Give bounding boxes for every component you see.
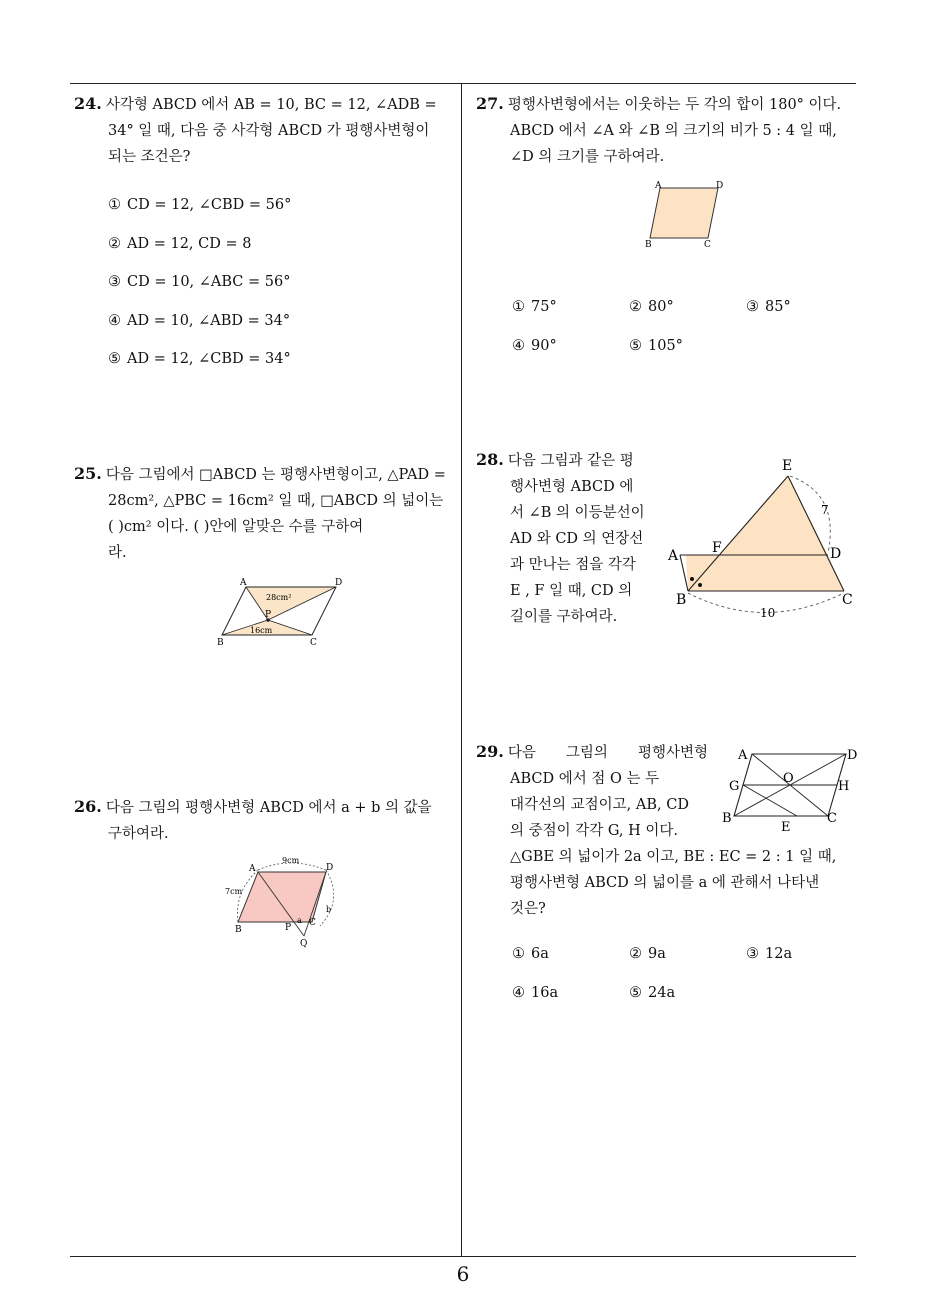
q27-line-2: ABCD 에서 ∠A 와 ∠B 의 크기의 비가 5 : 4 일 때,	[510, 123, 837, 139]
q26-line-2: 구하여라.	[108, 826, 169, 842]
q28-line-4: AD 와 CD 의 연장선	[510, 531, 644, 547]
q28-label-f: F	[712, 540, 722, 556]
q27-option-5[interactable]: ⑤ 105°	[629, 338, 683, 354]
q27-line-3: ∠D 의 크기를 구하여라.	[510, 149, 665, 165]
q28-shaded-region	[686, 476, 844, 591]
q29-option-1[interactable]: ① 6a	[512, 946, 549, 962]
q27-parallelogram	[650, 188, 718, 238]
q26-label-a: A	[249, 864, 256, 874]
q26-label-a-var: a	[297, 916, 302, 925]
q27-option-4[interactable]: ④ 90°	[512, 338, 557, 354]
q29-option-4[interactable]: ④ 16a	[512, 985, 559, 1001]
q25-line-4: 라.	[108, 545, 127, 561]
q25-number: 25.	[74, 464, 102, 483]
question-24	[74, 91, 456, 170]
q27-label-d: D	[716, 181, 724, 191]
q29-line-1: 29. 다음 그림의 평행사변형	[476, 742, 708, 761]
q28-label-b: B	[676, 592, 687, 608]
q24-line-1: 24. 사각형 ABCD 에서 AB = 10, BC = 12, ∠ADB =	[74, 94, 437, 113]
q26-number: 26.	[74, 797, 102, 816]
q26-label-p: P	[285, 923, 292, 933]
q29-line-2: ABCD 에서 점 O 는 두	[510, 771, 660, 787]
q27-option-1[interactable]: ① 75°	[512, 299, 557, 315]
q28-angle-dot-1	[690, 577, 694, 581]
question-27	[476, 91, 858, 170]
q28-label-e: E	[782, 458, 793, 474]
q26-label-b: B	[235, 925, 242, 935]
top-rule	[70, 83, 856, 84]
q25-label-bottom-area: 16cm	[250, 626, 273, 635]
q29-line-3: 대각선의 교점이고, AB, CD	[510, 797, 689, 813]
q28-line-5: 과 만나는 점을 각각	[510, 557, 636, 573]
q24-option-1[interactable]: ① CD = 12, ∠CBD = 56°	[108, 197, 292, 213]
q27-option-2[interactable]: ② 80°	[629, 299, 674, 315]
q24-option-4[interactable]: ④ AD = 10, ∠ABD = 34°	[108, 313, 291, 329]
q26-line-1: 26. 다음 그림의 평행사변형 ABCD 에서 a + b 의 값을	[74, 797, 432, 816]
q25-label-b: B	[217, 638, 224, 648]
q27-label-a: A	[655, 181, 662, 191]
q24-option-5[interactable]: ⑤ AD = 12, ∠CBD = 34°	[108, 351, 291, 367]
q28-number: 28.	[476, 450, 504, 469]
q28-figure	[664, 454, 860, 624]
q24-line-2: 34° 일 때, 다음 중 사각형 ABCD 가 평행사변형이	[108, 123, 430, 139]
q27-label-c: C	[704, 240, 711, 250]
q24-option-3[interactable]: ③ CD = 10, ∠ABC = 56°	[108, 274, 291, 290]
q28-label-10: 10	[760, 606, 776, 620]
q25-label-a: A	[240, 578, 247, 588]
question-25	[74, 461, 456, 566]
q29-label-e: E	[781, 820, 791, 834]
q29-label-h: H	[838, 779, 850, 794]
q25-label-c: C	[310, 638, 317, 648]
q29-number: 29.	[476, 742, 504, 761]
q29-line-4: 의 중점이 각각 G, H 이다.	[510, 823, 679, 839]
q28-label-d: D	[830, 546, 842, 562]
q28-line-6: E , F 일 때, CD 의	[510, 583, 633, 599]
q26-label-9cm: 9cm	[282, 856, 300, 865]
q26-shaded-region	[238, 872, 326, 922]
q29-label-d: D	[847, 748, 858, 763]
q28-line-7: 길이를 구하여라.	[510, 609, 618, 625]
q27-number: 27.	[476, 94, 504, 113]
q28-label-c: C	[842, 592, 853, 608]
q26-figure	[220, 852, 344, 950]
q28-label-7: 7	[821, 503, 829, 517]
q27-line-1: 27. 평행사변형에서는 이웃하는 두 각의 합이 180° 이다.	[476, 94, 842, 113]
q29-label-o: O	[783, 771, 794, 786]
q28-label-a: A	[668, 548, 679, 564]
q29-label-c: C	[827, 811, 837, 826]
q29-label-g: G	[729, 779, 740, 794]
q29-line-5: △GBE 의 넓이가 2a 이고, BE : EC = 2 : 1 일 때,	[510, 849, 837, 865]
question-28	[476, 447, 656, 630]
q25-label-p: P	[265, 610, 272, 620]
q24-option-2[interactable]: ② AD = 12, CD = 8	[108, 236, 252, 252]
q29-option-2[interactable]: ② 9a	[629, 946, 666, 962]
q25-line-1: 25. 다음 그림에서 □ABCD 는 평행사변형이고, △PAD =	[74, 464, 446, 483]
q25-line-2: 28cm², △PBC = 16cm² 일 때, □ABCD 의 넓이는	[108, 493, 444, 509]
q27-figure	[640, 178, 730, 250]
page-number: 6	[456, 1262, 470, 1286]
column-divider	[461, 83, 462, 1256]
q24-number: 24.	[74, 94, 102, 113]
q25-line-3: ( )cm² 이다. ( )안에 알맞은 수를 구하여	[108, 519, 364, 535]
q29-option-5[interactable]: ⑤ 24a	[629, 985, 676, 1001]
q27-option-3[interactable]: ③ 85°	[746, 299, 791, 315]
q25-label-d: D	[335, 578, 343, 588]
q26-label-d: D	[326, 863, 334, 873]
q27-label-b: B	[645, 240, 652, 250]
q25-figure	[212, 572, 348, 648]
q29-option-3[interactable]: ③ 12a	[746, 946, 793, 962]
q29-figure	[720, 742, 864, 834]
q28-line-2: 행사변형 ABCD 에	[510, 479, 634, 495]
q25-label-top-area: 28cm²	[266, 593, 292, 602]
q29-label-b: B	[722, 811, 732, 826]
q26-label-q: Q	[300, 939, 308, 949]
q28-line-1: 28. 다음 그림과 같은 평	[476, 450, 634, 469]
q29-line-ge	[743, 785, 797, 816]
bottom-rule	[70, 1256, 856, 1257]
q28-line-3: 서 ∠B 의 이등분선이	[510, 505, 645, 521]
q29-label-a: A	[738, 748, 748, 763]
q29-line-6: 평행사변형 ABCD 의 넓이를 a 에 관해서 나타낸	[510, 875, 820, 891]
q24-line-3: 되는 조건은?	[108, 149, 191, 165]
q29-line-7: 것은?	[510, 901, 546, 917]
q28-angle-dot-2	[698, 583, 702, 587]
q26-label-7cm: 7cm	[225, 887, 243, 896]
q26-label-b-var: b	[326, 905, 332, 914]
q26-label-c: C	[309, 918, 316, 928]
question-26	[74, 794, 456, 847]
